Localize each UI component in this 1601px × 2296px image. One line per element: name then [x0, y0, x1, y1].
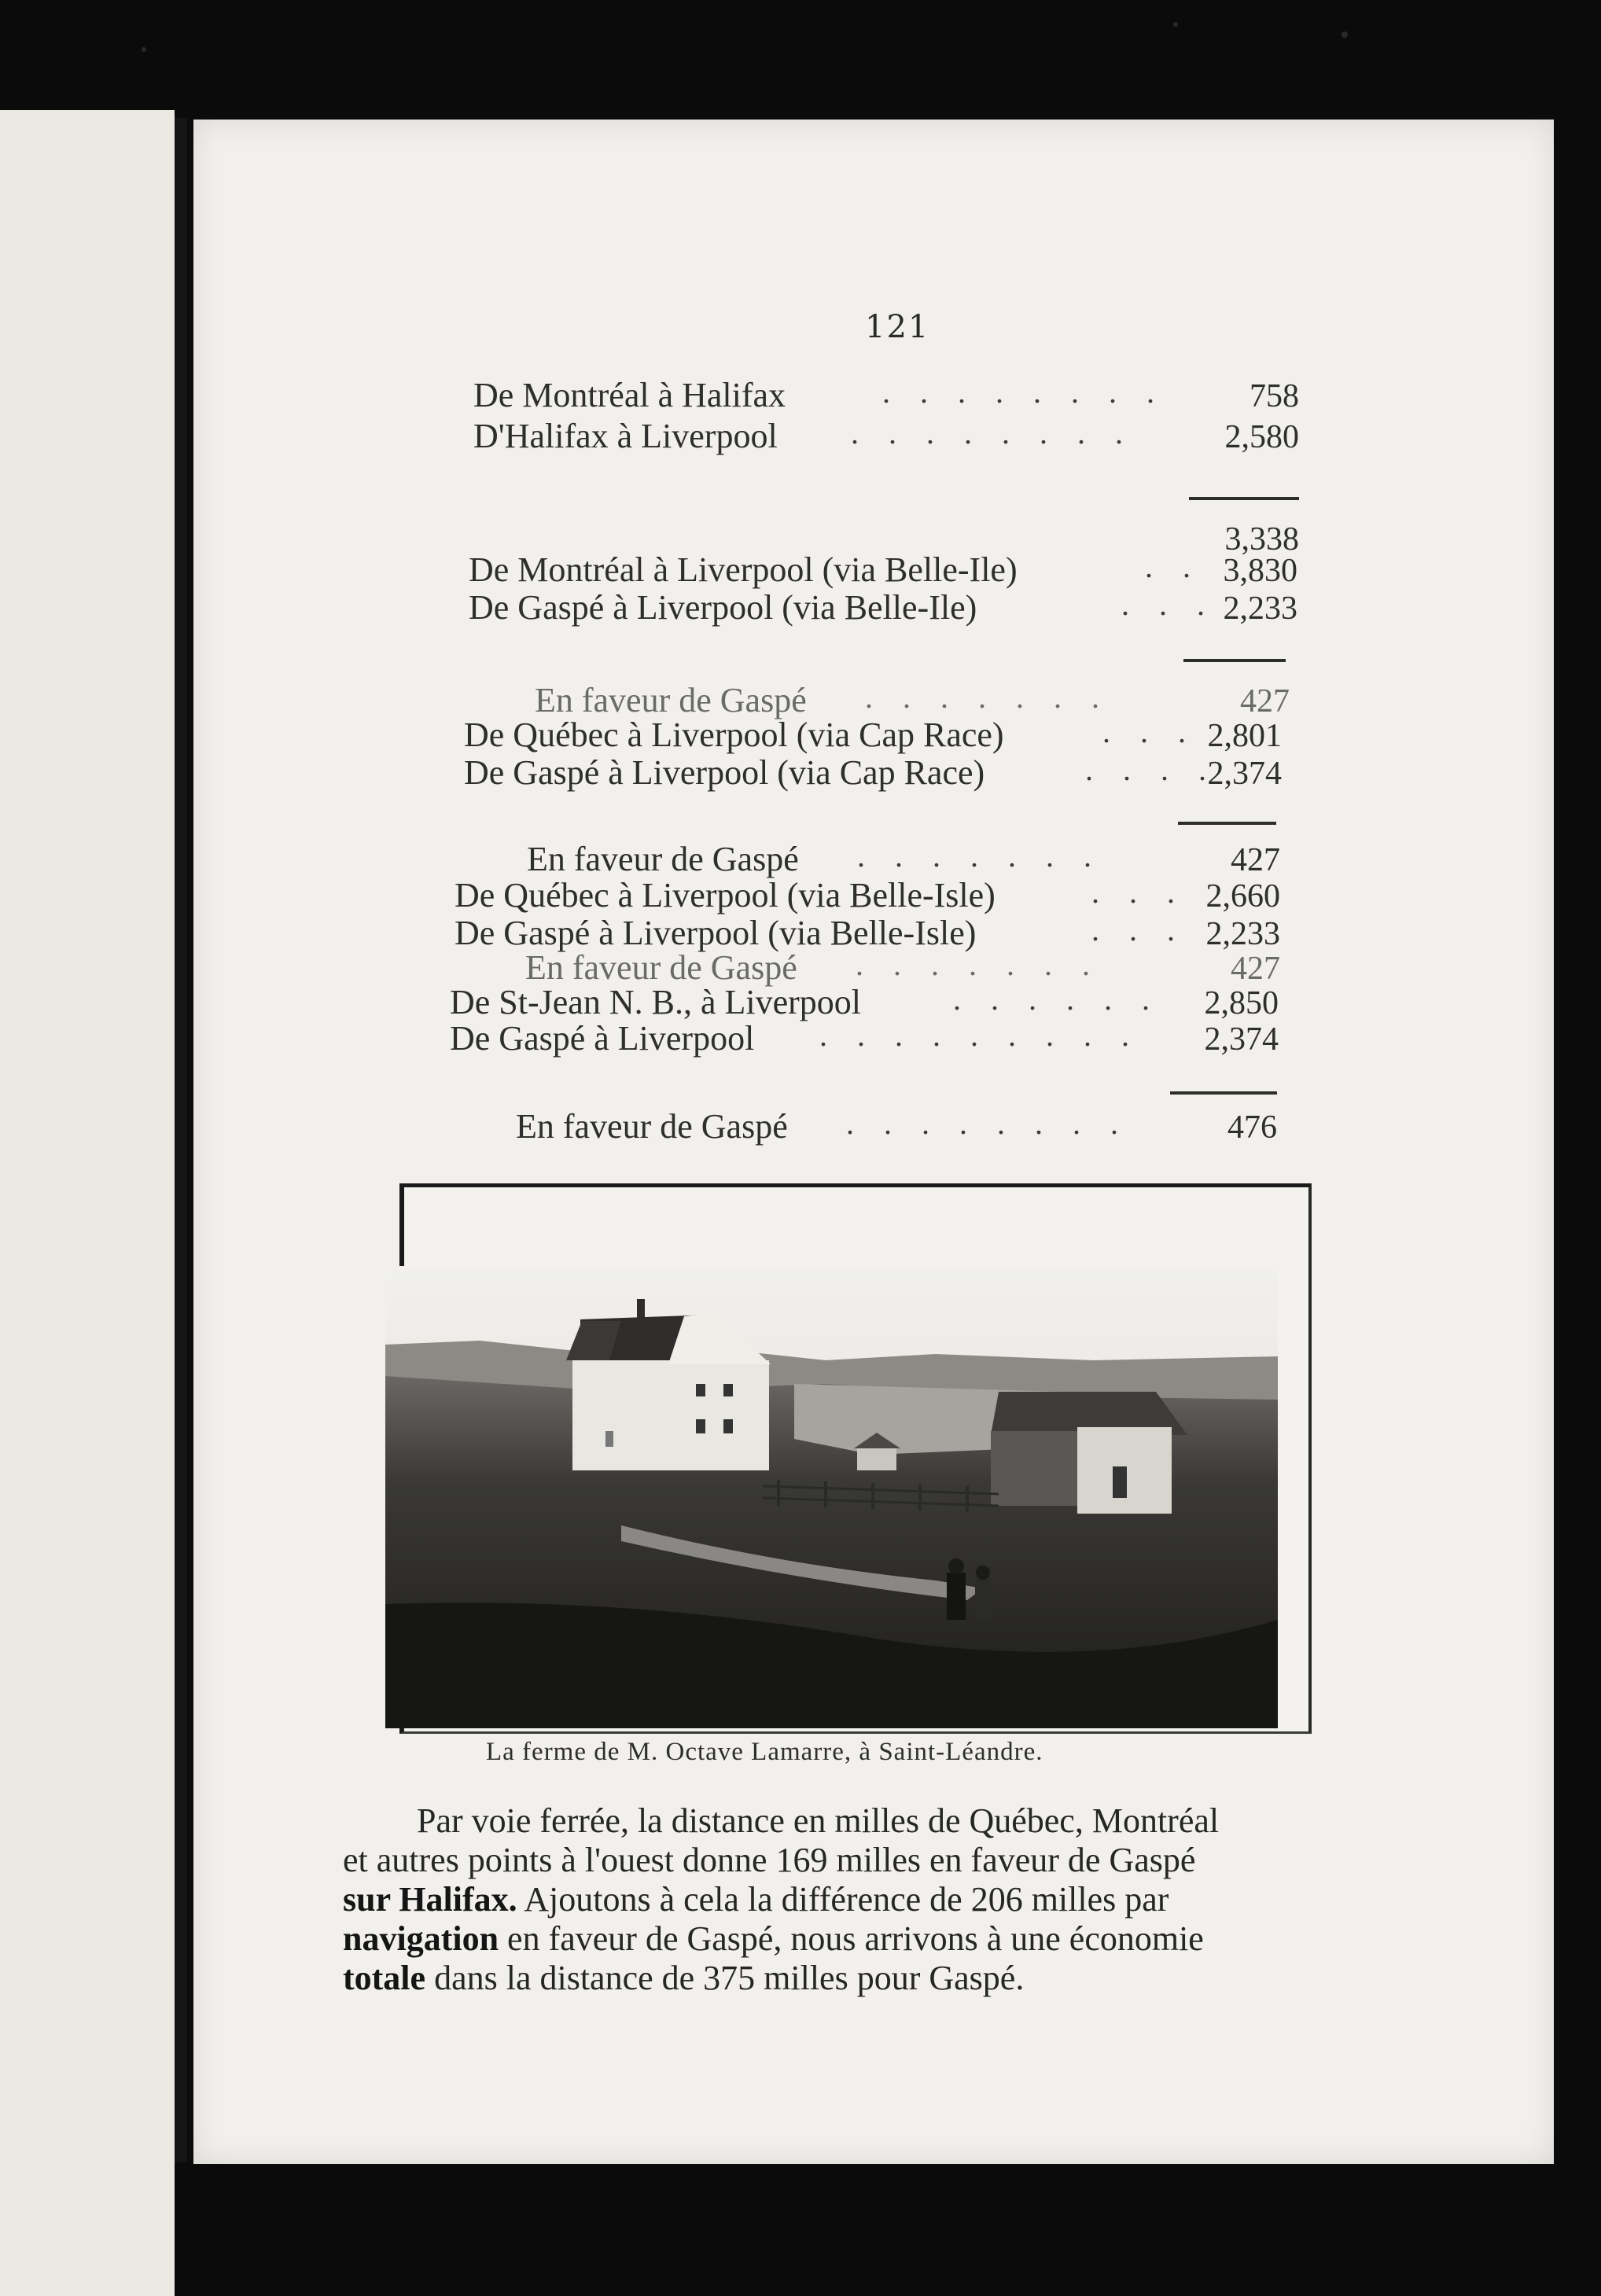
leader-dots: . . . . . . [953, 981, 1161, 1017]
leader-dots: . . . . . . . . [882, 374, 1165, 410]
paragraph-text: en faveur de Gaspé, nous arrivons à une économie [499, 1919, 1204, 1958]
favor-label: En faveur de Gaspé [535, 681, 807, 719]
scan-speck [1342, 31, 1348, 38]
farm-photograph [385, 1266, 1278, 1728]
leader-dots: . . . . . . . [865, 679, 1110, 715]
emphasis: sur Halifax. [343, 1880, 517, 1919]
route-label: De Montréal à Liverpool (via Belle-Ile) [469, 550, 1018, 589]
paragraph-line [343, 1958, 1310, 1998]
page-gutter [175, 118, 187, 2162]
leader-dots: . . . . . . . [857, 838, 1102, 874]
route-label: De Montréal à Halifax [473, 376, 786, 414]
miles-value: 2,660 [1205, 878, 1280, 914]
paragraph-line [343, 1879, 1310, 1919]
distance-row [469, 588, 1297, 627]
route-label: De Gaspé à Liverpool (via Belle-Ile) [469, 588, 977, 627]
miles-value: 2,374 [1204, 1021, 1279, 1058]
sum-rule [1178, 822, 1276, 825]
paragraph-line: Par voie ferrée, la distance en milles de Québec, Montréal [417, 1801, 1220, 1840]
route-label: De Québec à Liverpool (via Cap Race) [464, 716, 1004, 754]
leader-dots: . . . . . . . . [846, 1106, 1129, 1141]
route-label: De Québec à Liverpool (via Belle-Isle) [455, 876, 996, 914]
paragraph-line: et autres points à l'ouest donne 169 milles en faveur de Gaspé [343, 1841, 1196, 1879]
sum-rule [1189, 497, 1299, 500]
photo-caption: La ferme de M. Octave Lamarre, à Saint-Léandre. [486, 1738, 1043, 1766]
distance-row [473, 376, 1299, 415]
leader-dots: . . . . . . . [856, 947, 1101, 982]
distance-row [464, 716, 1282, 755]
route-label: De Gaspé à Liverpool [450, 1019, 755, 1058]
favor-label: En faveur de Gaspé [527, 840, 799, 878]
emphasis: navigation [343, 1919, 499, 1958]
miles-value: 2,233 [1205, 916, 1280, 952]
route-label: D'Halifax à Liverpool [473, 417, 778, 455]
miles-value: 758 [1250, 378, 1299, 414]
favor-row [516, 1107, 1277, 1146]
leader-dots: . . . . [1085, 752, 1217, 787]
distance-row [469, 550, 1297, 590]
miles-value: 3,830 [1223, 553, 1297, 589]
favor-value: 427 [1240, 683, 1290, 719]
paragraph-text: Ajoutons à cela la différence de 206 milles par [517, 1880, 1169, 1919]
favor-value: 427 [1231, 842, 1280, 878]
miles-value: 2,233 [1223, 591, 1297, 627]
emphasis: totale [343, 1959, 426, 1997]
favor-value: 427 [1231, 951, 1280, 987]
miles-value: 2,580 [1224, 419, 1299, 455]
distance-row [473, 417, 1299, 456]
route-label: De Gaspé à Liverpool (via Cap Race) [464, 753, 985, 792]
total-value: 3,338 [1224, 521, 1299, 557]
miles-value: 2,850 [1204, 985, 1279, 1021]
paragraph-text: dans la distance de 375 milles pour Gaspé. [425, 1959, 1025, 1997]
miles-value: 2,374 [1207, 756, 1282, 792]
page-number: 121 [865, 309, 930, 345]
sum-rule [1183, 659, 1286, 662]
leader-dots: . . . . . . . . . [819, 1017, 1140, 1053]
facing-page-edge [0, 110, 175, 2296]
leader-dots: . . . [1091, 874, 1186, 910]
leader-dots: . . [1145, 549, 1202, 584]
scan-speck [1173, 22, 1178, 27]
favor-value: 476 [1227, 1109, 1277, 1146]
distance-row [450, 1019, 1279, 1058]
sum-rule [1170, 1091, 1277, 1095]
route-label: De Gaspé à Liverpool (via Belle-Isle) [455, 914, 977, 952]
favor-label: En faveur de Gaspé [525, 948, 797, 987]
favor-label: En faveur de Gaspé [516, 1107, 788, 1146]
miles-value: 2,801 [1207, 718, 1282, 754]
leader-dots: . . . [1091, 912, 1186, 947]
distance-row [455, 876, 1280, 915]
leader-dots: . . . [1102, 714, 1197, 749]
distance-row [464, 753, 1282, 793]
scan-speck [142, 47, 146, 52]
leader-dots: . . . . . . . . [851, 415, 1134, 451]
leader-dots: . . . [1121, 587, 1216, 622]
paragraph-line [343, 1919, 1310, 1959]
route-label: De St-Jean N. B., à Liverpool [450, 983, 861, 1021]
